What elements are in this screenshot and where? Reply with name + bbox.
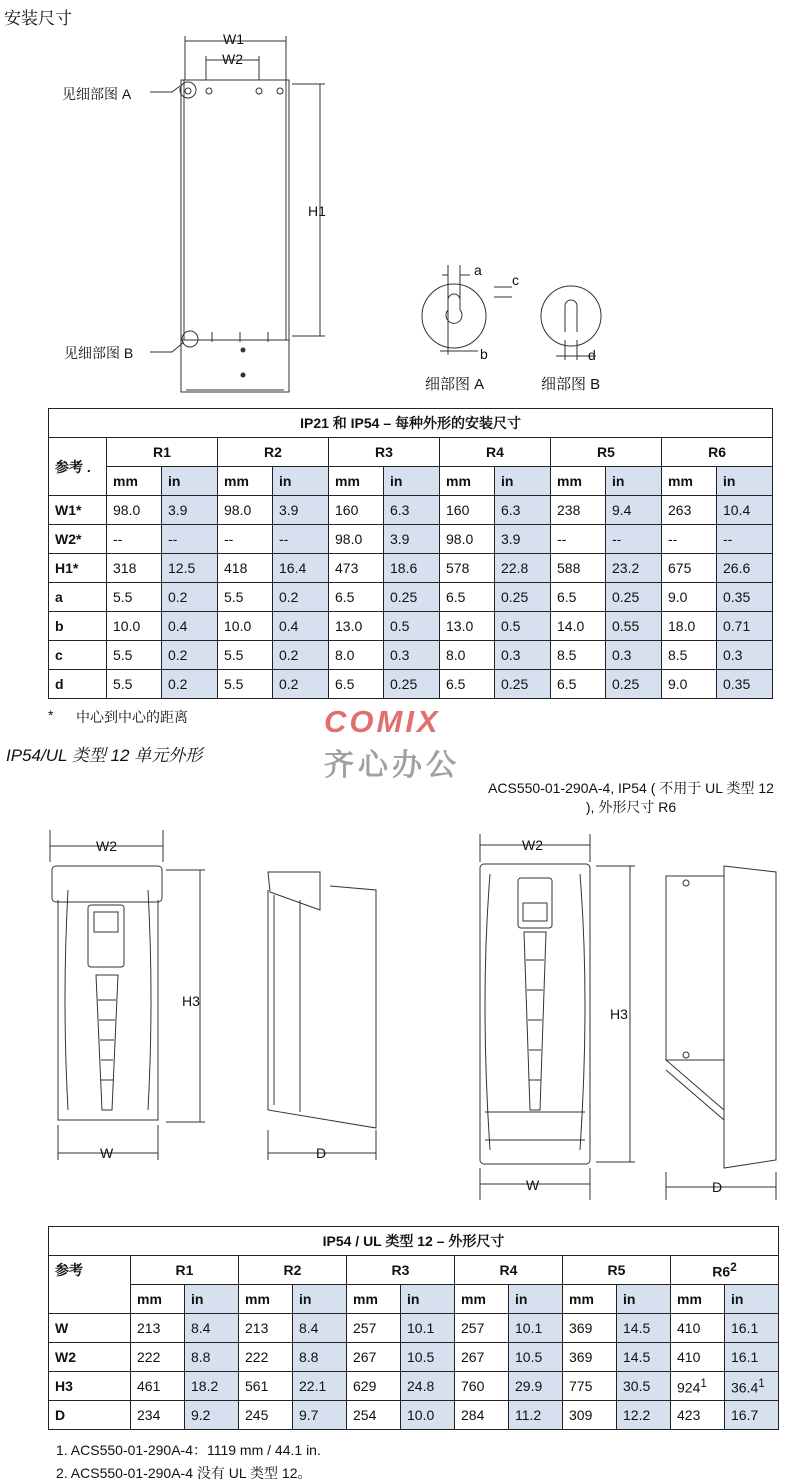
cell-value: 6.5 xyxy=(557,589,577,605)
table-row xyxy=(49,1372,779,1401)
cell-value: 5.5 xyxy=(224,647,244,663)
cell-value: 418 xyxy=(224,560,248,576)
cell-value: 14.0 xyxy=(557,618,585,634)
dim-h3-label-r6: H3 xyxy=(610,1006,628,1022)
brand-logo-cn: 齐心办公 xyxy=(324,749,460,782)
cell-value: 9.7 xyxy=(299,1407,319,1423)
cell-value: 410 xyxy=(677,1320,701,1336)
cell-value: 3.9 xyxy=(279,502,299,518)
unit-header: mm xyxy=(329,467,384,496)
unit-header: mm xyxy=(347,1285,401,1314)
dim-d-label: D xyxy=(316,1145,327,1161)
cell-value: 5.5 xyxy=(113,589,133,605)
cell-value: 9.0 xyxy=(668,589,688,605)
table-title: IP21 和 IP54 – 每种外形的安装尺寸 xyxy=(49,409,773,438)
dim-h3-label: H3 xyxy=(182,993,200,1009)
table-cell xyxy=(725,1401,779,1430)
frame-header: R5 xyxy=(563,1256,671,1285)
cell-value: 0.2 xyxy=(279,589,299,605)
cell-value: 12.5 xyxy=(168,560,196,576)
table-cell xyxy=(671,1401,725,1430)
table-cell xyxy=(401,1401,455,1430)
frame-header: R4 xyxy=(440,438,551,467)
unit-header: mm xyxy=(563,1285,617,1314)
table-cell xyxy=(347,1372,401,1401)
cell-value: 6.3 xyxy=(390,502,410,518)
table-cell xyxy=(293,1401,347,1430)
cell-value: 9.4 xyxy=(612,502,632,518)
table-cell xyxy=(725,1343,779,1372)
cell-value: 775 xyxy=(569,1378,593,1394)
table-cell xyxy=(347,1314,401,1343)
cell-value: 10.5 xyxy=(515,1349,543,1365)
cell-value: -- xyxy=(612,531,622,547)
cell-value: 0.3 xyxy=(612,647,632,663)
cell-value: 6.5 xyxy=(446,589,466,605)
cell-value: 8.8 xyxy=(299,1349,319,1365)
table-cell xyxy=(401,1372,455,1401)
table-cell xyxy=(455,1314,509,1343)
cell-value: 16.7 xyxy=(731,1407,759,1423)
cell-value: 18.0 xyxy=(668,618,696,634)
cell-value: 12.2 xyxy=(623,1407,651,1423)
cell-value: 8.5 xyxy=(557,647,577,663)
unit-header: mm xyxy=(671,1285,725,1314)
table-cell xyxy=(239,1401,293,1430)
table-cell xyxy=(509,1372,563,1401)
cell-value: 6.5 xyxy=(446,676,466,692)
cell-value: 473 xyxy=(335,560,359,576)
frame-label: R6 xyxy=(712,1263,731,1280)
table-cell xyxy=(131,1401,185,1430)
table-row xyxy=(49,1314,779,1343)
cell-value: 0.2 xyxy=(279,676,299,692)
unit-header: mm xyxy=(662,467,717,496)
detail-a-caption: 细部图 A xyxy=(425,376,485,393)
unit-header: in xyxy=(293,1285,347,1314)
cell-value: 284 xyxy=(461,1407,485,1423)
cell-value: -- xyxy=(224,531,234,547)
cell-value: 267 xyxy=(353,1349,377,1365)
cell-value: 0.5 xyxy=(390,618,410,634)
cell-value: 0.4 xyxy=(168,618,188,634)
cell-value: 98.0 xyxy=(113,502,141,518)
unit-header: in xyxy=(606,467,662,496)
row-label: W2 xyxy=(49,1343,131,1372)
table-cell xyxy=(185,1372,239,1401)
table-cell xyxy=(617,1401,671,1430)
cell-value: 14.5 xyxy=(623,1349,651,1365)
dim-w1-label: W1 xyxy=(223,31,244,47)
table-cell xyxy=(293,1372,347,1401)
frame-header: R3 xyxy=(347,1256,455,1285)
cell-value: 10.0 xyxy=(113,618,141,634)
cell-value: 8.4 xyxy=(191,1320,211,1336)
cell-value: 8.5 xyxy=(668,647,688,663)
detail-b-reference: 见细部图 B xyxy=(64,345,134,361)
cell-value: 6.5 xyxy=(335,676,355,692)
detail-b-caption: 细部图 B xyxy=(541,376,601,393)
cell-value: 16.1 xyxy=(731,1349,759,1365)
cell-value: 16.1 xyxy=(731,1320,759,1336)
row-label: W2* xyxy=(49,525,107,554)
frame-header: R1 xyxy=(131,1256,239,1285)
cell-value: -- xyxy=(113,531,123,547)
cell-value: 0.2 xyxy=(279,647,299,663)
cell-value: 0.25 xyxy=(501,676,529,692)
table-cell xyxy=(617,1372,671,1401)
row-label: D xyxy=(49,1401,131,1430)
table-cell xyxy=(185,1314,239,1343)
cell-value: 0.4 xyxy=(279,618,299,634)
cell-value: 0.2 xyxy=(168,676,188,692)
reference-header: 参考 xyxy=(49,1256,131,1314)
table-cell xyxy=(509,1401,563,1430)
cell-value: 30.5 xyxy=(623,1378,651,1394)
cell-value: 0.25 xyxy=(390,589,418,605)
detail-a-reference: 见细部图 A xyxy=(62,86,132,102)
cell-value: 461 xyxy=(137,1378,161,1394)
cell-value: 3.9 xyxy=(390,531,410,547)
table-cell xyxy=(347,1401,401,1430)
table-cell xyxy=(617,1314,671,1343)
cell-value: 5.5 xyxy=(113,647,133,663)
cell-value: 29.9 xyxy=(515,1378,543,1394)
table-cell xyxy=(671,1372,725,1401)
cell-value: 23.2 xyxy=(612,560,640,576)
cell-value: 263 xyxy=(668,502,692,518)
cell-value: 8.0 xyxy=(335,647,355,663)
cell-value: 0.5 xyxy=(501,618,521,634)
footnote-ref: 1 xyxy=(758,1376,765,1390)
cell-value: 0.3 xyxy=(501,647,521,663)
cell-value: 98.0 xyxy=(335,531,363,547)
table-cell xyxy=(401,1314,455,1343)
frame-header: R2 xyxy=(218,438,329,467)
cell-value: 8.8 xyxy=(191,1349,211,1365)
cell-value: 254 xyxy=(353,1407,377,1423)
table-cell xyxy=(401,1343,455,1372)
dim-a-label: a xyxy=(474,262,482,278)
cell-value: 9.0 xyxy=(668,676,688,692)
table-cell xyxy=(563,1314,617,1343)
table-cell xyxy=(185,1343,239,1372)
table-cell xyxy=(617,1343,671,1372)
cell-value: 222 xyxy=(245,1349,269,1365)
row-label: d xyxy=(49,670,107,699)
footnote-ref: 2 xyxy=(730,1260,737,1274)
unit-header: mm xyxy=(455,1285,509,1314)
cell-value: 0.25 xyxy=(612,676,640,692)
cell-value: 10.5 xyxy=(407,1349,435,1365)
cell-value: 0.35 xyxy=(723,676,751,692)
unit-header: in xyxy=(401,1285,455,1314)
table-row xyxy=(49,1343,779,1372)
cell-value: 423 xyxy=(677,1407,701,1423)
cell-value: 36.4 xyxy=(731,1379,759,1396)
dim-b-label: b xyxy=(480,346,488,362)
row-label: W xyxy=(49,1314,131,1343)
unit-header: in xyxy=(725,1285,779,1314)
frame-header: R6 xyxy=(662,438,773,467)
table-cell xyxy=(671,1314,725,1343)
note-2: 2. ACS550-01-290A-4 没有 UL 类型 12。 xyxy=(56,1465,312,1481)
cell-value: 6.5 xyxy=(335,589,355,605)
cell-value: 369 xyxy=(569,1320,593,1336)
note-1: 1. ACS550-01-290A-4：1119 mm / 44.1 in. xyxy=(56,1442,321,1458)
dim-w2-label-r6: W2 xyxy=(522,837,543,853)
table-cell xyxy=(239,1314,293,1343)
cell-value: 22.1 xyxy=(299,1378,327,1394)
cell-value: 10.1 xyxy=(515,1320,543,1336)
table-cell xyxy=(671,1343,725,1372)
row-label: H1* xyxy=(49,554,107,583)
table-cell xyxy=(185,1401,239,1430)
cell-value: 5.5 xyxy=(113,676,133,692)
table-row xyxy=(49,1401,779,1430)
unit-header: in xyxy=(273,467,329,496)
cell-value: 924 xyxy=(677,1379,701,1396)
cell-value: 578 xyxy=(446,560,470,576)
unit-header: in xyxy=(495,467,551,496)
cell-value: 760 xyxy=(461,1378,485,1394)
cell-value: 0.2 xyxy=(168,589,188,605)
section-title-mounting: 安装尺寸 xyxy=(4,9,72,28)
cell-value: 318 xyxy=(113,560,137,576)
cell-value: -- xyxy=(723,531,733,547)
cell-value: 5.5 xyxy=(224,676,244,692)
cell-value: 234 xyxy=(137,1407,161,1423)
table-cell xyxy=(239,1343,293,1372)
cell-value: 8.4 xyxy=(299,1320,319,1336)
cell-value: 16.4 xyxy=(279,560,307,576)
cell-value: 267 xyxy=(461,1349,485,1365)
cell-value: 18.2 xyxy=(191,1378,219,1394)
cell-value: 11.2 xyxy=(515,1407,542,1423)
unit-header: mm xyxy=(440,467,495,496)
cell-value: -- xyxy=(279,531,289,547)
unit-header: in xyxy=(384,467,440,496)
cell-value: 629 xyxy=(353,1378,377,1394)
table-cell xyxy=(455,1372,509,1401)
unit-header: in xyxy=(509,1285,563,1314)
unit-header: mm xyxy=(239,1285,293,1314)
footnote-text: 中心到中心的距离 xyxy=(76,709,188,725)
cell-value: -- xyxy=(668,531,678,547)
cell-value: 369 xyxy=(569,1349,593,1365)
unit-header: mm xyxy=(107,467,162,496)
cell-value: 257 xyxy=(353,1320,377,1336)
footnote-mark: * xyxy=(48,707,54,723)
frame-header: R3 xyxy=(329,438,440,467)
dim-w2-label: W2 xyxy=(96,838,117,854)
cell-value: 213 xyxy=(245,1320,269,1336)
table-cell xyxy=(509,1343,563,1372)
cell-value: 257 xyxy=(461,1320,485,1336)
table-cell xyxy=(563,1343,617,1372)
table-cell xyxy=(725,1314,779,1343)
cell-value: 98.0 xyxy=(224,502,252,518)
unit-header: in xyxy=(717,467,773,496)
row-label: c xyxy=(49,641,107,670)
dim-w2-label: W2 xyxy=(222,51,243,67)
cell-value: 3.9 xyxy=(501,531,521,547)
cell-value: -- xyxy=(168,531,178,547)
cell-value: 5.5 xyxy=(224,589,244,605)
outline-dimensions-table xyxy=(48,1226,779,1430)
cell-value: 160 xyxy=(335,502,359,518)
cell-value: 10.0 xyxy=(224,618,252,634)
cell-value: 10.0 xyxy=(407,1407,435,1423)
table-cell xyxy=(131,1314,185,1343)
section-title-outline: IP54/UL 类型 12 单元外形 xyxy=(6,746,203,765)
unit-header: mm xyxy=(551,467,606,496)
footnote-ref: 1 xyxy=(700,1376,707,1390)
cell-value: 0.25 xyxy=(390,676,418,692)
table-cell xyxy=(131,1372,185,1401)
table-cell xyxy=(293,1314,347,1343)
cell-value: 6.3 xyxy=(501,502,521,518)
unit-header: mm xyxy=(218,467,273,496)
frame-header: R4 xyxy=(455,1256,563,1285)
cell-value: 0.3 xyxy=(390,647,410,663)
table-cell xyxy=(725,1372,779,1401)
cell-value: 3.9 xyxy=(168,502,188,518)
cell-value: 13.0 xyxy=(446,618,474,634)
table-cell xyxy=(509,1314,563,1343)
unit-header: in xyxy=(162,467,218,496)
cell-value: 22.8 xyxy=(501,560,529,576)
table-cell xyxy=(455,1401,509,1430)
cell-value: 13.0 xyxy=(335,618,363,634)
row-label: W1* xyxy=(49,496,107,525)
row-label: a xyxy=(49,583,107,612)
cell-value: 588 xyxy=(557,560,581,576)
cell-value: -- xyxy=(557,531,567,547)
cell-value: 675 xyxy=(668,560,692,576)
dim-w-label-r6: W xyxy=(526,1177,540,1193)
cell-value: 24.8 xyxy=(407,1378,435,1394)
table-cell xyxy=(455,1343,509,1372)
unit-header: in xyxy=(617,1285,671,1314)
cell-value: 14.5 xyxy=(623,1320,651,1336)
table-cell xyxy=(563,1401,617,1430)
frame-header: R5 xyxy=(551,438,662,467)
cell-value: 0.25 xyxy=(612,589,640,605)
table-cell xyxy=(239,1372,293,1401)
cell-value: 0.3 xyxy=(723,647,743,663)
cell-value: 160 xyxy=(446,502,470,518)
r6-caption: ACS550-01-290A-4, IP54 ( 不用于 UL 类型 12 ), 外形尺寸 R6 xyxy=(488,780,774,815)
cell-value: 410 xyxy=(677,1349,701,1365)
table-cell xyxy=(563,1372,617,1401)
cell-value: 213 xyxy=(137,1320,161,1336)
cell-value: 10.1 xyxy=(407,1320,435,1336)
cell-value: 222 xyxy=(137,1349,161,1365)
frame-header: R2 xyxy=(239,1256,347,1285)
brand-logo: COMIX xyxy=(324,704,441,739)
cell-value: 309 xyxy=(569,1407,593,1423)
frame-header: R1 xyxy=(107,438,218,467)
row-label: H3 xyxy=(49,1372,131,1401)
cell-value: 245 xyxy=(245,1407,269,1423)
cell-value: 10.4 xyxy=(723,502,751,518)
cell-value: 238 xyxy=(557,502,581,518)
row-label: b xyxy=(49,612,107,641)
cell-value: 18.6 xyxy=(390,560,418,576)
frame-header-r6 xyxy=(671,1256,779,1285)
table-cell xyxy=(131,1343,185,1372)
dim-c-label: c xyxy=(512,272,519,288)
cell-value: 8.0 xyxy=(446,647,466,663)
table-cell xyxy=(293,1343,347,1372)
unit-header: mm xyxy=(131,1285,185,1314)
unit-header: in xyxy=(185,1285,239,1314)
table-title: IP54 / UL 类型 12 – 外形尺寸 xyxy=(49,1227,779,1256)
cell-value: 0.35 xyxy=(723,589,751,605)
cell-value: 561 xyxy=(245,1378,269,1394)
reference-header: 参考 . xyxy=(49,438,107,496)
cell-value: 0.71 xyxy=(723,618,751,634)
cell-value: 98.0 xyxy=(446,531,474,547)
dim-h1-label: H1 xyxy=(308,203,326,219)
cell-value: 0.55 xyxy=(612,618,640,634)
table-cell xyxy=(347,1343,401,1372)
cell-value: 9.2 xyxy=(191,1407,211,1423)
cell-value: 6.5 xyxy=(557,676,577,692)
cell-value: 26.6 xyxy=(723,560,751,576)
dim-d-label-r6: D xyxy=(712,1179,723,1195)
dim-d-label: d xyxy=(588,347,596,363)
cell-value: 0.25 xyxy=(501,589,529,605)
cell-value: 0.2 xyxy=(168,647,188,663)
dim-w-label: W xyxy=(100,1145,114,1161)
